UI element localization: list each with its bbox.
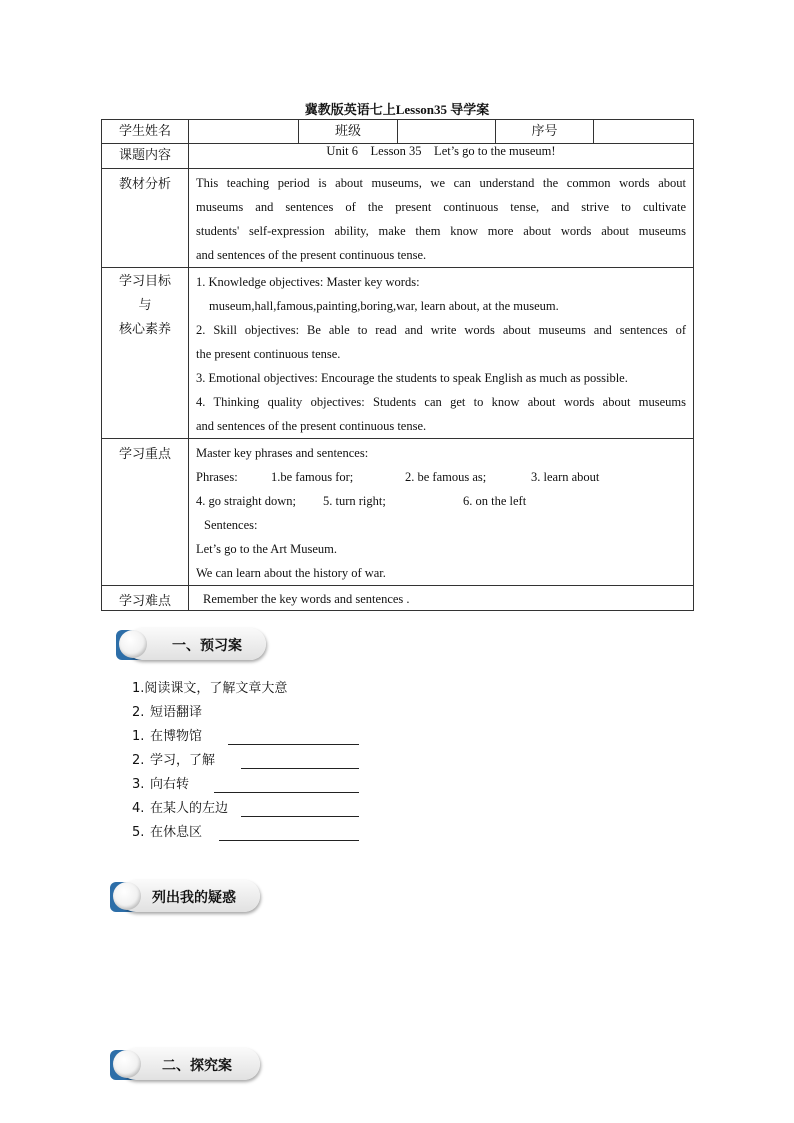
sentences-label: Sentences: xyxy=(204,518,258,532)
objective-line: and sentences of the present continuous tense. xyxy=(196,419,427,433)
analysis-row xyxy=(102,169,694,268)
phrases-line xyxy=(196,465,686,489)
objectives-label-line: 与 xyxy=(138,298,152,313)
preview-section-title: 一、预习案 xyxy=(172,638,242,654)
analysis-line: museums and sentences of the present continuous tense, and strive to cultivate xyxy=(196,200,686,214)
phrase-item: 5. turn right; xyxy=(323,494,386,508)
preview-item xyxy=(132,701,392,725)
preview-item: 1.阅读课文，了解文章大意 xyxy=(132,681,288,696)
student-name-field[interactable] xyxy=(189,120,299,144)
answer-blank[interactable] xyxy=(214,792,359,793)
phrases-label: Phrases: xyxy=(196,470,238,484)
preview-list xyxy=(132,677,392,845)
phrase-translation-row xyxy=(132,725,392,749)
item-number: 1. xyxy=(132,729,145,744)
document-title: 冀教版英语七上Lesson35 导学案 xyxy=(304,102,490,117)
doubts-section-title: 列出我的疑惑 xyxy=(152,890,236,906)
circle-icon xyxy=(119,630,147,658)
phrase-item: 6. on the left xyxy=(463,494,527,508)
objective-line: 4. Thinking quality objectives: Students can get to know about words about museums xyxy=(196,395,686,409)
item-number: 3. xyxy=(132,777,145,792)
doubts-section-header xyxy=(110,880,270,914)
difficulty-row xyxy=(102,586,694,611)
phrase-item: 2. be famous as; xyxy=(405,470,487,484)
objective-line: museum,hall,famous,painting,boring,war, learn about, at the museum. xyxy=(209,299,559,313)
item-number: 2. xyxy=(132,753,145,768)
analysis-line: students' self-expression ability, make them know more about words about museums xyxy=(196,224,686,238)
answer-blank[interactable] xyxy=(241,768,359,769)
objective-line: 3. Emotional objectives: Encourage the students to speak English as much as possible. xyxy=(196,371,628,385)
objectives-label-line: 学习目标 xyxy=(118,274,171,289)
phrase-translation-row xyxy=(132,821,392,845)
analysis-line: and sentences of the present continuous tense. xyxy=(196,248,427,262)
answer-blank[interactable] xyxy=(219,840,359,841)
sentence-item: We can learn about the history of war. xyxy=(196,566,386,580)
topic-value: Unit 6 Lesson 35 Let’s go to the museum! xyxy=(189,144,694,169)
item-number: 5. xyxy=(132,825,145,840)
difficulty-label: 学习难点 xyxy=(102,586,189,611)
seat-number-field[interactable] xyxy=(594,120,694,144)
circle-icon xyxy=(113,1050,141,1078)
circle-icon xyxy=(113,882,141,910)
objective-line: the present continuous tense. xyxy=(196,347,341,361)
item-text: 学习，了解 xyxy=(150,753,216,768)
answer-blank[interactable] xyxy=(241,816,359,817)
objectives-label-line: 核心素养 xyxy=(118,322,171,337)
student-name-label: 学生姓名 xyxy=(102,120,189,144)
key-points-row xyxy=(102,439,694,586)
class-label: 班级 xyxy=(299,120,398,144)
phrase-translation-row xyxy=(132,749,392,773)
student-info-row xyxy=(102,120,694,144)
key-points-intro: Master key phrases and sentences: xyxy=(196,446,369,460)
item-text: 在博物馆 xyxy=(150,729,203,744)
analysis-line: This teaching period is about museums, we can understand the common words about xyxy=(196,176,686,190)
phrases-line xyxy=(196,489,686,513)
explore-section-title: 二、探究案 xyxy=(162,1058,232,1074)
phrase-translation-row xyxy=(132,797,392,821)
preview-section-header xyxy=(116,628,276,662)
item-text: 短语翻译 xyxy=(150,705,203,720)
seat-number-label: 序号 xyxy=(496,120,594,144)
objectives-row xyxy=(102,268,694,439)
objective-line: 1. Knowledge objectives: Master key words: xyxy=(196,275,420,289)
phrase-item: 1.be famous for; xyxy=(271,470,354,484)
sentence-item: Let’s go to the Art Museum. xyxy=(196,542,337,556)
objective-line: 2. Skill objectives: Be able to read and write words about museums and sentences of xyxy=(196,323,686,337)
class-field[interactable] xyxy=(398,120,496,144)
item-text: 向右转 xyxy=(150,777,190,792)
difficulty-value: Remember the key words and sentences . xyxy=(189,586,694,611)
explore-section-header xyxy=(110,1048,270,1082)
phrase-item: 4. go straight down; xyxy=(196,494,296,508)
item-number: 4. xyxy=(132,801,145,816)
lesson-info-table xyxy=(101,119,694,611)
answer-blank[interactable] xyxy=(228,744,359,745)
topic-row xyxy=(102,144,694,169)
phrase-item: 3. learn about xyxy=(531,470,600,484)
item-number: 2. xyxy=(132,705,145,720)
item-text: 在某人的左边 xyxy=(150,801,229,816)
analysis-label: 教材分析 xyxy=(102,169,189,268)
key-points-label: 学习重点 xyxy=(102,439,189,586)
topic-label: 课题内容 xyxy=(102,144,189,169)
phrase-translation-row xyxy=(132,773,392,797)
item-text: 在休息区 xyxy=(150,825,203,840)
